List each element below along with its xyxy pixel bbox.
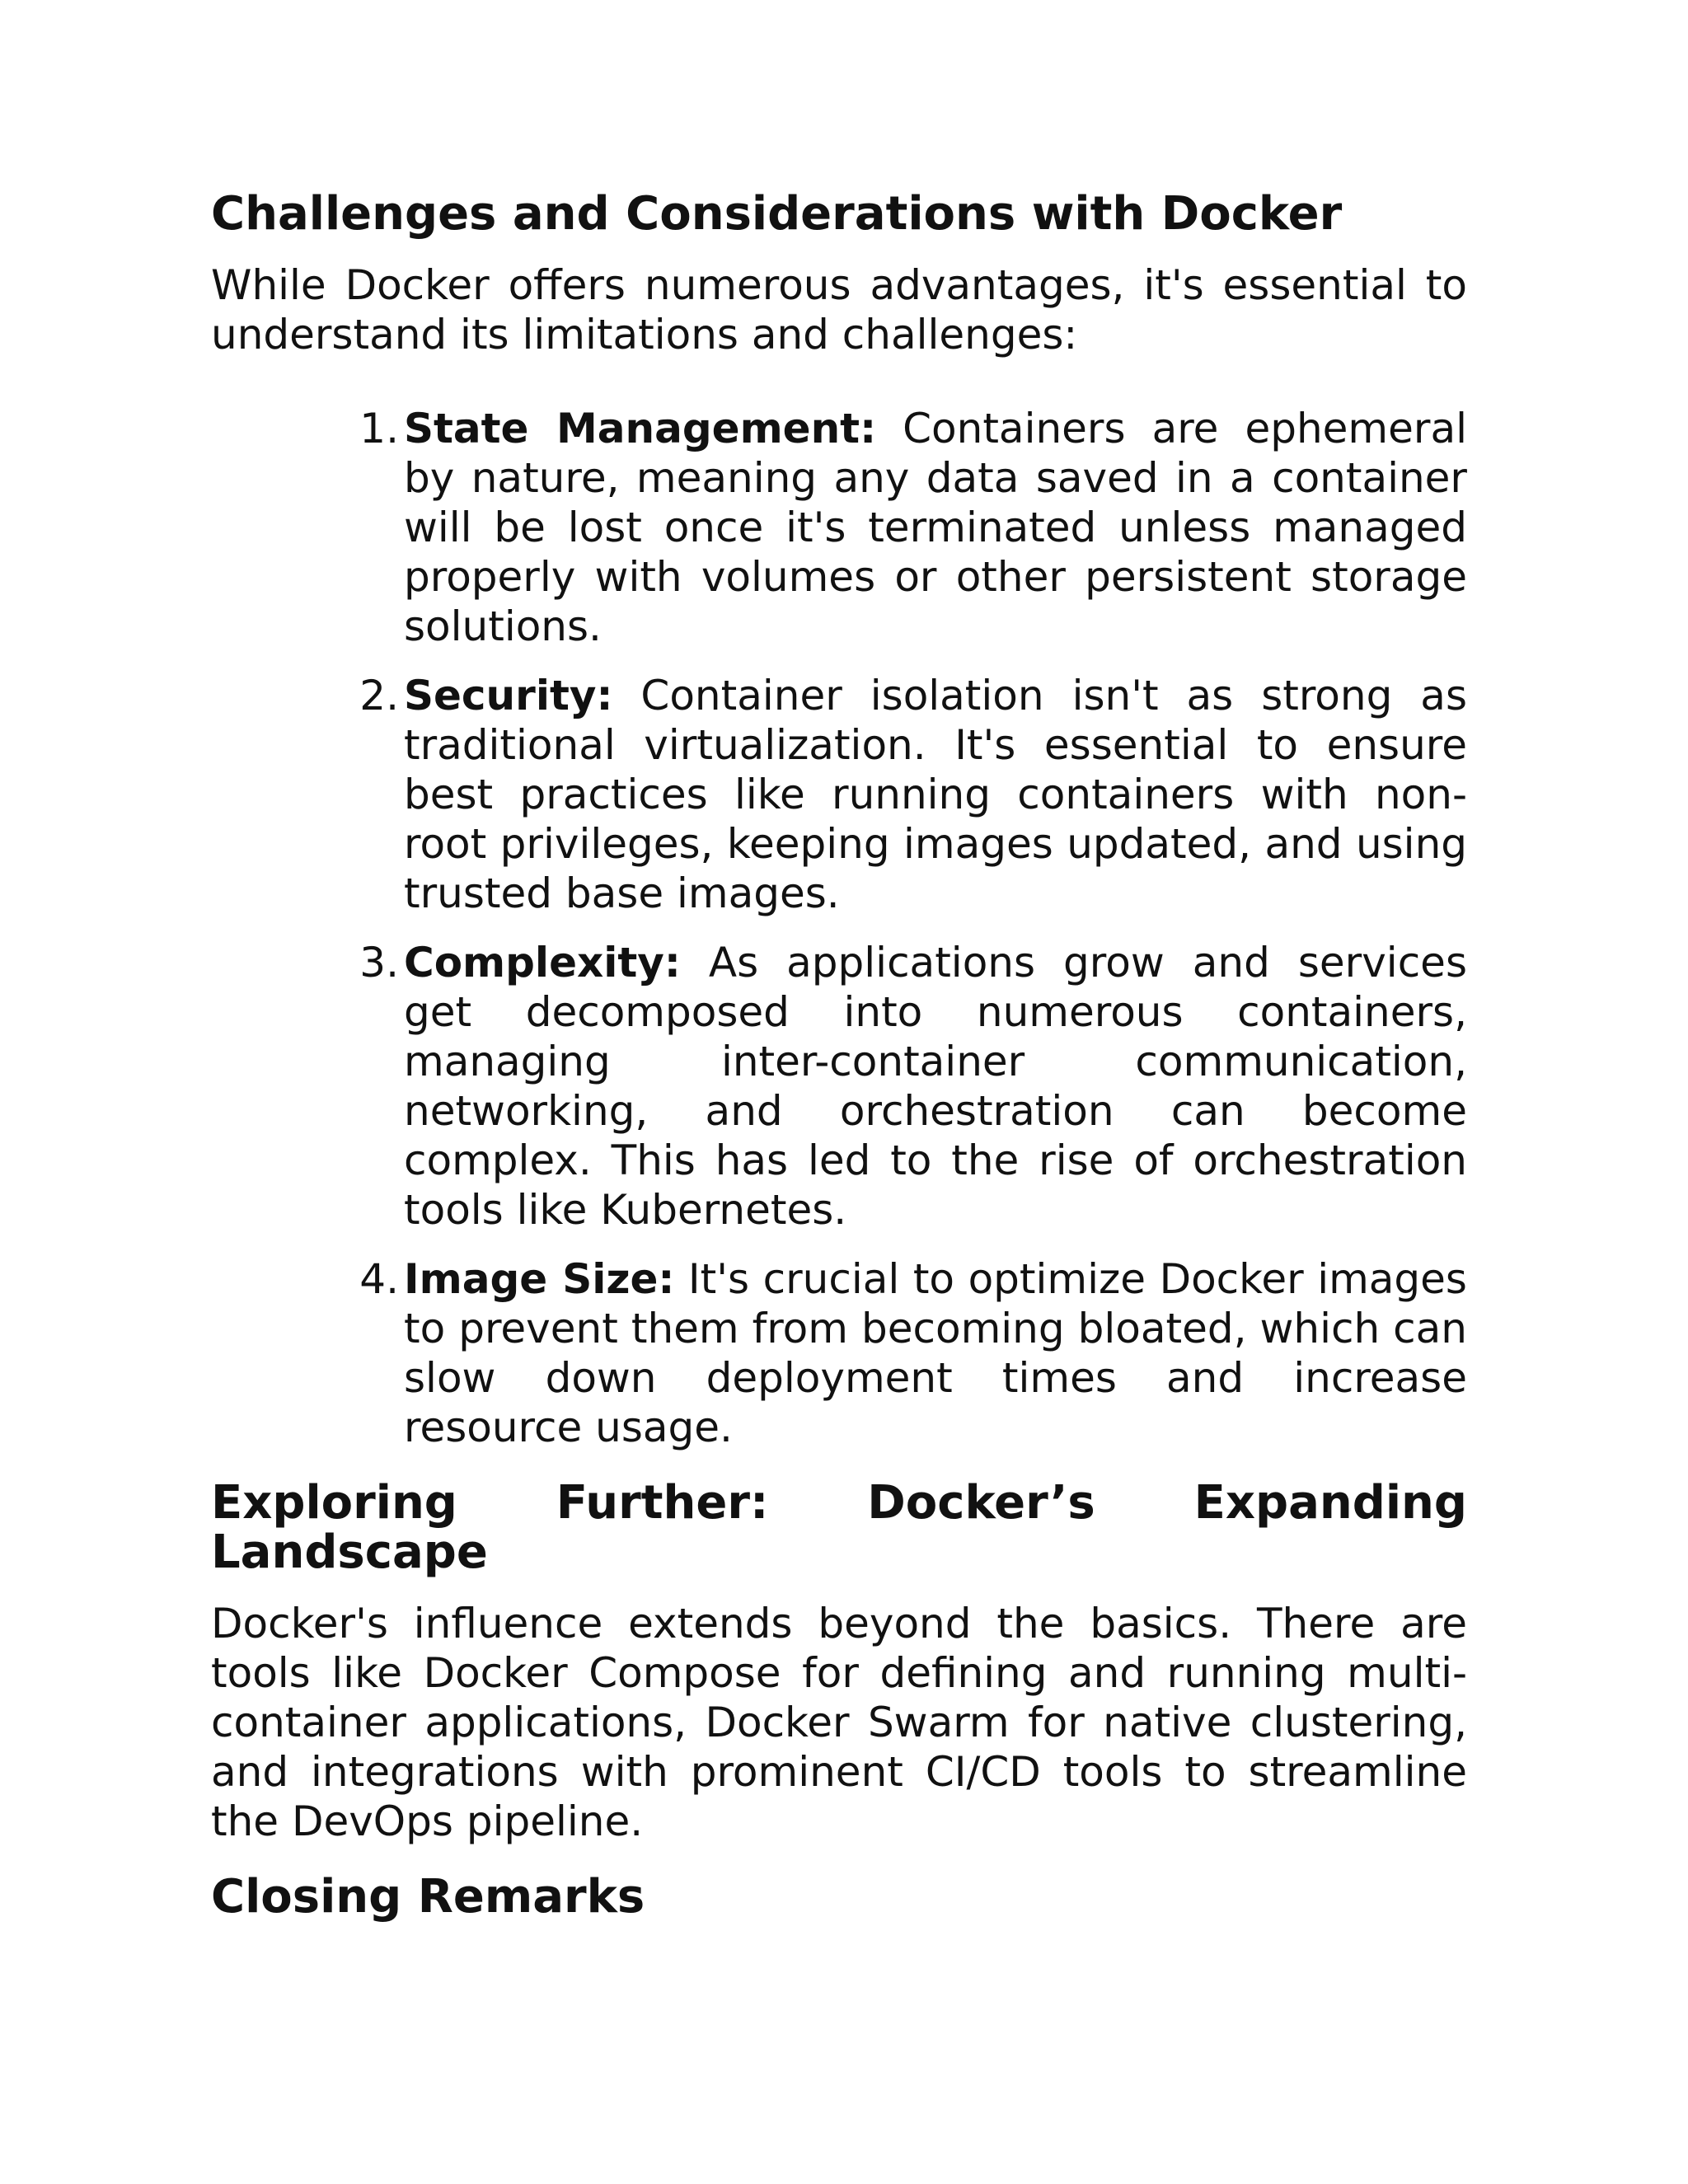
- list-item: [359, 671, 1467, 918]
- section-heading-closing: Closing Remarks: [211, 1870, 645, 1924]
- list-item-number: 3.: [359, 939, 399, 987]
- list-item: [359, 404, 1467, 651]
- list-item: [359, 938, 1467, 1235]
- list-item-text: Containers are ephemeral by nature, meaning any data saved in a container will be lost once it's terminated unless managed properly with volumes or other persistent storage solutions.: [404, 405, 1467, 650]
- list-item: [359, 1254, 1467, 1452]
- list-item-term: State Management:: [404, 405, 877, 452]
- list-item-number: 2.: [359, 672, 399, 719]
- section-heading-exploring: [211, 1476, 1467, 1579]
- list-item-term: Complexity:: [404, 939, 681, 987]
- section-heading-exploring-line2: Landscape: [211, 1526, 488, 1579]
- challenges-list: [211, 404, 1467, 1452]
- intro-paragraph: While Docker offers numerous advantages, it's essential to understand its limitations and challenges:: [211, 261, 1467, 359]
- list-item-term: Image Size:: [404, 1255, 675, 1303]
- list-item-text: As applications grow and services get decomposed into numerous containers, managing inter-container communication, networking, and orchestration can become complex. This has led to the rise of orchestration tools like Kubernetes.: [404, 939, 1467, 1234]
- document-page: [211, 187, 1467, 1924]
- section-heading-exploring-line1: Exploring Further: Docker’s Expanding: [211, 1476, 1467, 1530]
- section-heading-challenges: Challenges and Considerations with Docker: [211, 187, 1343, 241]
- list-item-text: Container isolation isn't as strong as traditional virtualization. It's essential to ensure best practices like running containers with non-root privileges, keeping images updated, and using trusted base images.: [404, 672, 1467, 917]
- list-item-text: It's crucial to optimize Docker images to prevent them from becoming bloated, which can slow down deployment times and increase resource usage.: [404, 1255, 1467, 1451]
- list-item-term: Security:: [404, 672, 613, 719]
- list-item-number: 4.: [359, 1255, 399, 1303]
- exploring-paragraph: Docker's influence extends beyond the basics. There are tools like Docker Compose for defining and running multi-container applications, Docker Swarm for native clustering, and integrations with prominent CI/CD tools to streamline the DevOps pipeline.: [211, 1600, 1467, 1845]
- list-item-number: 1.: [359, 405, 399, 452]
